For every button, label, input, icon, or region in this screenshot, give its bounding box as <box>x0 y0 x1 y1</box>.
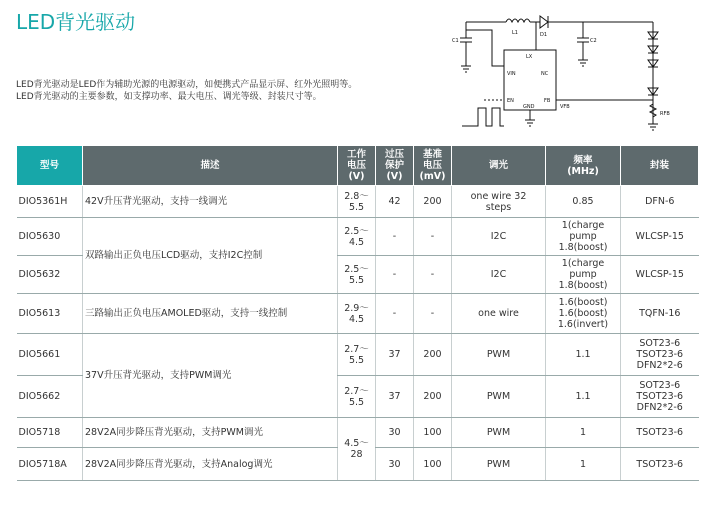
cell-ovp: - <box>376 218 414 256</box>
cell-description: 42V升压背光驱动，支持一线调光 <box>83 186 338 218</box>
cell-dimming: one wire 32 steps <box>452 186 546 218</box>
svg-text:GND: GND <box>523 104 535 110</box>
intro-line-1: LED背光驱动是LED作为辅助光源的电源驱动，如便携式产品显示屏、红外光照明等。 <box>16 80 358 90</box>
cell-frequency: 1(charge pump 1.8(boost) <box>546 218 621 256</box>
cell-package: DFN-6 <box>621 186 699 218</box>
svg-text:RFB: RFB <box>660 111 670 117</box>
cell-dimming: I2C <box>452 218 546 256</box>
cell-reference-voltage: 200 <box>414 334 452 376</box>
svg-text:C2: C2 <box>590 38 597 44</box>
cell-package: WLCSP-15 <box>621 218 699 256</box>
header-input-voltage: 工作 电压 (V) <box>338 146 376 186</box>
cell-model: DIO5662 <box>17 376 83 418</box>
cell-dimming: PWM <box>452 418 546 448</box>
inductor-l1 <box>506 19 530 22</box>
cell-model: DIO5632 <box>17 256 83 294</box>
intro-line-2: LED背光驱动的主要参数，如支撑功率、最大电压、调光等级、封装尺寸等。 <box>16 92 322 102</box>
svg-text:NC: NC <box>541 71 549 77</box>
led-driver-circuit-diagram <box>448 4 698 134</box>
cell-ovp: 30 <box>376 448 414 481</box>
cell-description: 28V2A同步降压背光驱动，支持Analog调光 <box>83 448 338 481</box>
cell-reference-voltage: 100 <box>414 448 452 481</box>
cell-description: 37V升压背光驱动，支持PWM调光 <box>83 334 338 418</box>
cell-reference-voltage: - <box>414 218 452 256</box>
cell-package: SOT23-6 TSOT23-6 DFN2*2-6 <box>621 334 699 376</box>
header-dimming: 调光 <box>452 146 546 186</box>
cell-ovp: 42 <box>376 186 414 218</box>
table-row <box>17 418 699 448</box>
led-driver-spec-table <box>16 145 699 481</box>
cell-reference-voltage: 100 <box>414 418 452 448</box>
cell-input-voltage: 2.5～5.5 <box>338 256 376 294</box>
svg-text:VFB: VFB <box>560 104 570 110</box>
cell-description: 三路输出正负电压AMOLED驱动，支持一线控制 <box>83 294 338 334</box>
table-row <box>17 218 699 256</box>
intro-text <box>16 79 436 103</box>
cell-input-voltage: 2.7～5.5 <box>338 376 376 418</box>
cell-dimming: PWM <box>452 376 546 418</box>
table-row <box>17 334 699 376</box>
cell-model: DIO5718 <box>17 418 83 448</box>
cell-frequency: 1.6(boost) 1.6(boost) 1.6(invert) <box>546 294 621 334</box>
cell-package: TQFN-16 <box>621 294 699 334</box>
cell-reference-voltage: - <box>414 256 452 294</box>
cell-frequency: 1(charge pump 1.8(boost) <box>546 256 621 294</box>
diode-d1 <box>540 16 548 28</box>
cell-frequency: 1.1 <box>546 334 621 376</box>
header-reference-voltage: 基准 电压 (mV) <box>414 146 452 186</box>
cell-model: DIO5613 <box>17 294 83 334</box>
header-description: 描述 <box>83 146 338 186</box>
cell-model: DIO5718A <box>17 448 83 481</box>
cell-input-voltage: 2.9～4.5 <box>338 294 376 334</box>
svg-text:EN: EN <box>507 98 514 104</box>
cell-model: DIO5630 <box>17 218 83 256</box>
header-frequency: 频率 (MHz) <box>546 146 621 186</box>
cell-ovp: 30 <box>376 418 414 448</box>
cell-ovp: 37 <box>376 376 414 418</box>
cell-dimming: PWM <box>452 334 546 376</box>
cell-ovp: 37 <box>376 334 414 376</box>
cell-input-voltage: 4.5～28 <box>338 418 376 481</box>
cell-frequency: 1 <box>546 418 621 448</box>
svg-text:L1: L1 <box>512 30 518 36</box>
svg-text:FB: FB <box>544 98 551 104</box>
cell-model: DIO5661 <box>17 334 83 376</box>
table-row <box>17 294 699 334</box>
cell-description: 双路输出正负电压LCD驱动，支持I2C控制 <box>83 218 338 294</box>
table-header-row <box>17 146 699 186</box>
cell-frequency: 1.1 <box>546 376 621 418</box>
cell-reference-voltage: - <box>414 294 452 334</box>
cell-dimming: PWM <box>452 448 546 481</box>
cell-input-voltage: 2.7～5.5 <box>338 334 376 376</box>
cell-input-voltage: 2.8～5.5 <box>338 186 376 218</box>
cell-reference-voltage: 200 <box>414 376 452 418</box>
cell-frequency: 1 <box>546 448 621 481</box>
cell-package: TSOT23-6 <box>621 418 699 448</box>
svg-text:LX: LX <box>526 54 533 60</box>
cell-package: SOT23-6 TSOT23-6 DFN2*2-6 <box>621 376 699 418</box>
cell-input-voltage: 2.5～4.5 <box>338 218 376 256</box>
page-title: LED背光驱动 <box>16 10 136 34</box>
cell-reference-voltage: 200 <box>414 186 452 218</box>
cell-dimming: one wire <box>452 294 546 334</box>
svg-text:D1: D1 <box>540 32 548 38</box>
cell-description: 28V2A同步降压背光驱动，支持PWM调光 <box>83 418 338 448</box>
cell-ovp: - <box>376 294 414 334</box>
cell-model: DIO5361H <box>17 186 83 218</box>
header-model: 型号 <box>17 146 83 186</box>
cell-package: TSOT23-6 <box>621 448 699 481</box>
cell-frequency: 0.85 <box>546 186 621 218</box>
cell-ovp: - <box>376 256 414 294</box>
header-package: 封装 <box>621 146 699 186</box>
capacitor-c2 <box>577 38 589 42</box>
header-ovp: 过压 保护 (V) <box>376 146 414 186</box>
svg-text:VIN: VIN <box>507 71 516 77</box>
table-row <box>17 186 699 218</box>
cell-package: WLCSP-15 <box>621 256 699 294</box>
capacitor-c1 <box>460 38 472 42</box>
svg-text:C1: C1 <box>452 38 459 44</box>
cell-dimming: I2C <box>452 256 546 294</box>
